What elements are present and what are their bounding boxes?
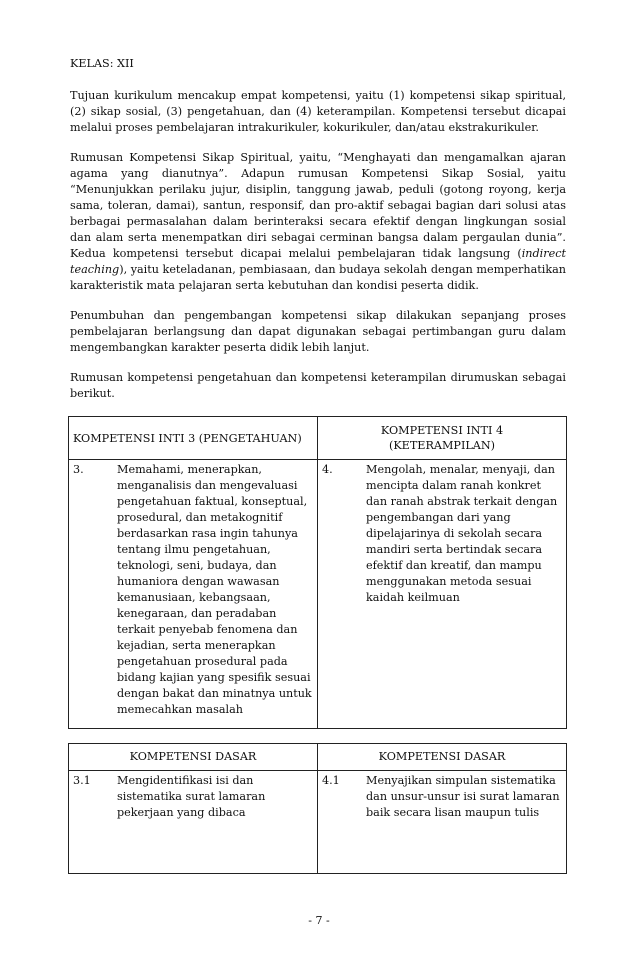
ki4-cell: [318, 460, 567, 729]
header-kd-left: KOMPETENSI DASAR: [69, 744, 318, 771]
kd3-number: 3.1: [73, 774, 91, 787]
paragraph-attitude-competence: [70, 150, 566, 294]
italic-term: indirect teaching: [70, 247, 566, 276]
header-ki4: KOMPETENSI INTI 4 (KETERAMPILAN): [318, 417, 567, 460]
paragraph-text: Rumusan Kompetensi Sikap Spiritual, yaitu, “Menghayati dan mengamalkan ajaran agama yang dianutnya”. Adapun rumusan Kompetensi Sikap Sosial, yaitu “Menunjukkan perilaku jujur, disiplin, tanggung jawab, peduli (gotong royong, kerja sama, toleran, damai), santun, responsif, dan pro-aktif sebagai bagian dari solusi atas berbagai permasalahan dalam berinteraksi secara efektif dengan lingkungan sosial dan alam serta menempatkan diri sebagai cerminan bangsa dalam pergaulan dunia”. Kedua kompetensi tersebut dicapai melalui pembelajaran tidak langsung (: [70, 151, 566, 260]
kd4-text: Menyajikan simpulan sistematika dan unsur-unsur isi surat lamaran baik secara lisan maupun tulis: [366, 774, 560, 819]
ki3-text: Memahami, menerapkan, menganalisis dan mengevaluasi pengetahuan faktual, konseptual, prosedural, dan metakognitif berdasarkan rasa ingin tahunya tentang ilmu pengetahuan, teknologi, seni, budaya, dan humaniora dengan wawasan kemanusiaan, kebangsaan, kenegaraan, dan peradaban terkait penyebab fenomena dan kejadian, serta menerapkan pengetahuan prosedural pada bidang kajian yang spesifik sesuai dengan bakat dan minatnya untuk memecahkan masalah: [117, 463, 312, 716]
kd3-text: Mengidentifikasi isi dan sistematika surat lamaran pekerjaan yang dibaca: [117, 774, 266, 819]
page-number: - 7 -: [308, 914, 330, 927]
ki3-cell: [69, 460, 318, 729]
basic-competence-table: [68, 743, 567, 874]
header-ki3: KOMPETENSI INTI 3 (PENGETAHUAN): [69, 417, 318, 460]
kd3-cell: [69, 771, 318, 874]
paragraph-competence-intro: Rumusan kompetensi pengetahuan dan kompetensi keterampilan dirumuskan sebagai berikut.: [70, 371, 566, 400]
paragraph-curriculum-goals: Tujuan kurikulum mencakup empat kompetensi, yaitu (1) kompetensi sikap spiritual, (2) sikap sosial, (3) pengetahuan, dan (4) keterampilan. Kompetensi tersebut dicapai melalui proses pembelajaran intrakurikuler, kokurikuler, dan/atau ekstrakurikuler.: [70, 89, 566, 134]
kd4-number: 4.1: [322, 774, 340, 787]
kd4-cell: [318, 771, 567, 874]
paragraph-attitude-development: Penumbuhan dan pengembangan kompetensi sikap dilakukan sepanjang proses pembelajaran berlangsung dan dapat digunakan sebagai pertimbangan guru dalam mengembangkan karakter peserta didik lebih lanjut.: [70, 309, 566, 354]
ki4-number: 4.: [322, 463, 333, 476]
core-competence-table: [68, 416, 567, 729]
class-label: KELAS: XII: [70, 57, 134, 70]
ki4-text: Mengolah, menalar, menyaji, dan mencipta dalam ranah konkret dan ranah abstrak terkait dengan pengembangan dari yang dipelajarinya di sekolah secara mandiri serta bertindak secara efektif dan kreatif, dan mampu menggunakan metoda sesuai kaidah keilmuan: [366, 463, 558, 604]
ki3-number: 3.: [73, 463, 84, 476]
paragraph-text: ), yaitu keteladanan, pembiasaan, dan budaya sekolah dengan memperhatikan karakteristik mata pelajaran serta kebutuhan dan kondisi peserta didik.: [70, 263, 566, 292]
page-content: [70, 56, 566, 874]
header-kd-right: KOMPETENSI DASAR: [318, 744, 567, 771]
